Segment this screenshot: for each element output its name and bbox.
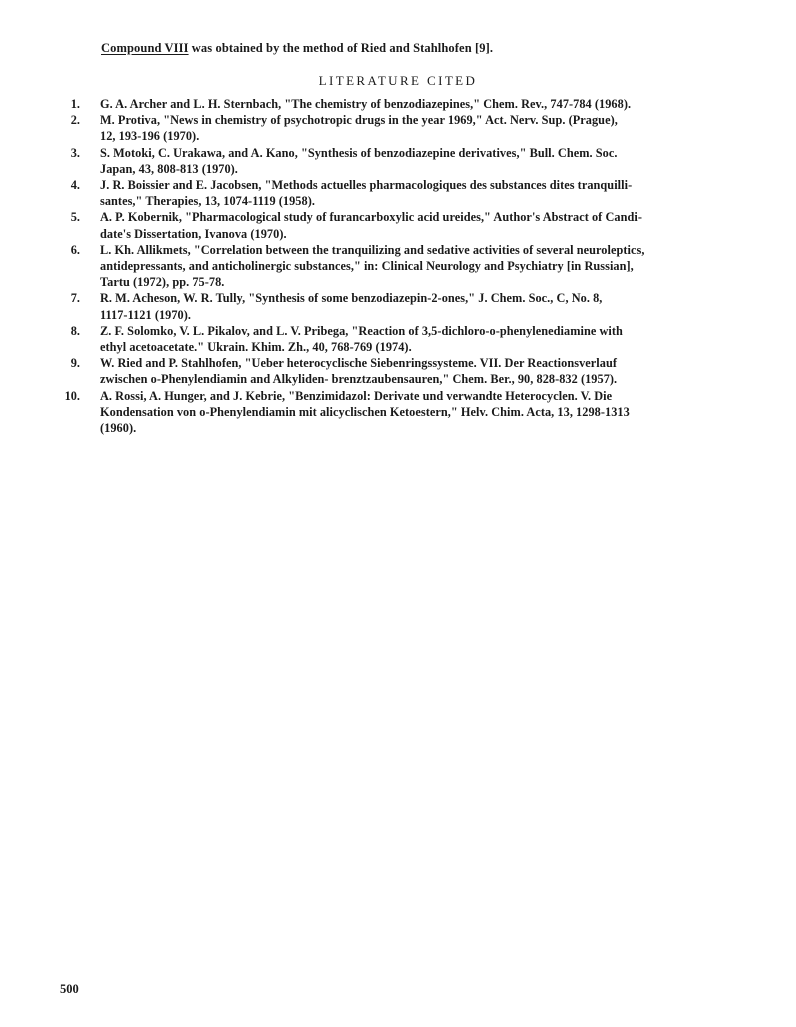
reference-text (100, 323, 710, 355)
reference-number: 1. (70, 97, 80, 111)
reference-item (0, 177, 796, 209)
reference-line: J. R. Boissier and E. Jacobsen, "Methods actuelles pharmacologiques des substances dites tranquilli- (100, 178, 633, 193)
reference-number: 8. (70, 323, 80, 338)
reference-number: 2. (70, 113, 80, 128)
reference-number: 9. (70, 356, 80, 371)
reference-item (0, 145, 796, 177)
reference-item (0, 388, 796, 437)
reference-number: 5. (70, 210, 80, 225)
reference-text (100, 96, 710, 112)
reference-number: 3. (70, 145, 80, 160)
intro-sentence (101, 41, 493, 56)
reference-number: 10. (64, 388, 80, 403)
reference-text (100, 388, 710, 437)
reference-line: Japan, 43, 808-813 (1970). (100, 161, 238, 176)
reference-text (100, 242, 710, 291)
reference-line: A. P. Kobernik, "Pharmacological study of furancarboxylic acid ureides," Author's Abstract of Candi- (100, 210, 642, 225)
reference-line: 1117-1121 (1970). (100, 307, 192, 322)
reference-text (100, 290, 710, 322)
reference-line: ethyl acetoacetate." Ukrain. Khim. Zh., 40, 768-769 (1974). (100, 340, 412, 355)
reference-number: 6. (70, 242, 80, 257)
reference-item (0, 323, 796, 355)
reference-text (100, 177, 710, 209)
reference-item (0, 96, 796, 112)
reference-line: santes," Therapies, 13, 1074-1119 (1958). (100, 194, 315, 209)
reference-item (0, 355, 796, 387)
reference-line: date's Dissertation, Ivanova (1970). (100, 226, 287, 241)
reference-line: M. Protiva, "News in chemistry of psychotropic drugs in the year 1969," Act. Nerv. Sup. (Prague), (100, 113, 618, 128)
reference-list (0, 96, 796, 436)
reference-line: 12, 193-196 (1970). (100, 129, 200, 144)
reference-line: (1960). (100, 421, 137, 436)
reference-line: antidepressants, and anticholinergic substances," in: Clinical Neurology and Psychiatry [in Russian], (100, 259, 634, 274)
reference-text (100, 145, 710, 177)
reference-item (0, 209, 796, 241)
compound-label: Compound VIII (101, 41, 189, 55)
reference-text (100, 209, 710, 241)
reference-item (0, 112, 796, 144)
reference-text (100, 355, 710, 387)
intro-text: was obtained by the method of Ried and Stahlhofen [9]. (188, 41, 494, 55)
reference-number: 4. (70, 178, 80, 193)
reference-line: Kondensation von o-Phenylendiamin mit alicyclischen Ketoestern," Helv. Chim. Acta, 13, 1298-1313 (100, 404, 630, 419)
reference-line: A. Rossi, A. Hunger, and J. Kebrie, "Benzimidazol: Derivate und verwandte Heterocyclen. V. Die (100, 388, 613, 403)
references-heading: LITERATURE CITED (318, 73, 478, 88)
page-number: 500 (60, 982, 79, 996)
reference-line: L. Kh. Allikmets, "Correlation between the tranquilizing and sedative activities of several neuroleptics, (100, 242, 645, 257)
reference-line: Tartu (1972), pp. 75-78. (100, 275, 225, 290)
reference-item (0, 242, 796, 291)
reference-line: G. A. Archer and L. H. Sternbach, "The chemistry of benzodiazepines," Chem. Rev., 747-784 (1968). (100, 97, 632, 111)
reference-line: S. Motoki, C. Urakawa, and A. Kano, "Synthesis of benzodiazepine derivatives," Bull. Chem. Soc. (100, 145, 618, 160)
reference-text (100, 112, 710, 144)
reference-number: 7. (70, 291, 80, 306)
reference-line: Z. F. Solomko, V. L. Pikalov, and L. V. Pribega, "Reaction of 3,5-dichloro-o-phenylenediamine with (100, 323, 623, 338)
reference-line: R. M. Acheson, W. R. Tully, "Synthesis of some benzodiazepin-2-ones," J. Chem. Soc., C, No. 8, (100, 291, 603, 306)
reference-item (0, 290, 796, 322)
reference-line: zwischen o-Phenylendiamin and Alkyliden- brenztzaubensauren," Chem. Ber., 90, 828-832 (1957). (100, 372, 618, 387)
reference-line: W. Ried and P. Stahlhofen, "Ueber heterocyclische Siebenringssysteme. VII. Der Reactionsverlauf (100, 356, 617, 371)
